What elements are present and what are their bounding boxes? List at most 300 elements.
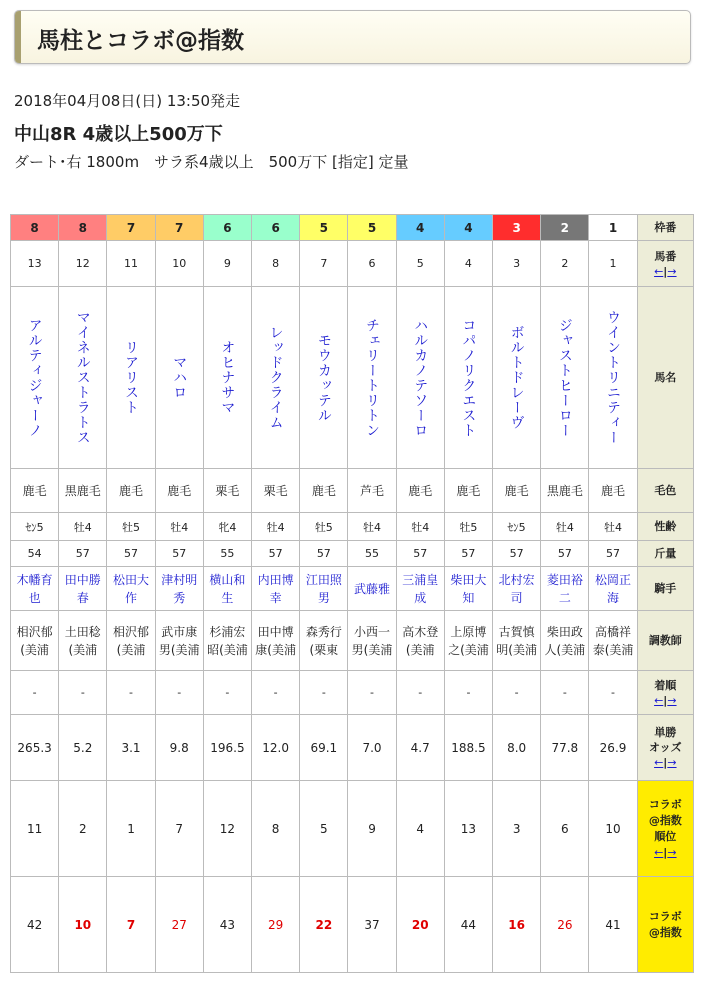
trainer-cell bbox=[11, 611, 59, 671]
label-text: 着順 bbox=[654, 678, 677, 692]
coat-cell bbox=[541, 469, 589, 513]
num-cell bbox=[155, 241, 203, 287]
odds-value: 8.0 bbox=[507, 740, 527, 755]
collabo-index-value: 7 bbox=[126, 917, 136, 932]
num-cell bbox=[203, 241, 251, 287]
sort-right-link[interactable]: → bbox=[667, 693, 677, 707]
odds-value: 26.9 bbox=[599, 740, 627, 755]
weight-cell bbox=[107, 541, 155, 567]
waku-cell bbox=[11, 215, 59, 241]
weight-cell bbox=[541, 541, 589, 567]
odds-value: 69.1 bbox=[310, 740, 338, 755]
label-text: オッズ bbox=[648, 741, 682, 754]
row-crank bbox=[11, 781, 694, 877]
trainer-cell bbox=[348, 611, 396, 671]
trainer-cell bbox=[589, 611, 637, 671]
name-cell[interactable] bbox=[252, 287, 300, 469]
crank-cell bbox=[444, 781, 492, 877]
finish-cell bbox=[252, 671, 300, 715]
num-cell bbox=[107, 241, 155, 287]
trainer-name: 森秀行(栗東 bbox=[305, 624, 342, 657]
collabo-rank-value: 5 bbox=[320, 821, 328, 836]
cindex-cell bbox=[107, 877, 155, 973]
odds-cell bbox=[155, 715, 203, 781]
num-cell bbox=[589, 241, 637, 287]
race-date: 2018年04月08日(日) 13:50発走 bbox=[14, 92, 241, 110]
coat-color: 鹿毛 bbox=[601, 483, 626, 498]
sexage-value: ｾﾝ5 bbox=[507, 520, 526, 534]
crank-cell bbox=[589, 781, 637, 877]
jockey-link[interactable]: 田中勝春 bbox=[64, 572, 101, 605]
row-cindex bbox=[11, 877, 694, 973]
jockey-cell[interactable] bbox=[300, 567, 348, 611]
jockey-link[interactable]: 松岡正海 bbox=[595, 572, 632, 605]
sort-right-link[interactable]: → bbox=[667, 264, 677, 278]
trainer-name: 上原博之(美浦 bbox=[448, 624, 489, 657]
num-value: 1 bbox=[609, 257, 617, 270]
collabo-rank-value: 9 bbox=[368, 821, 376, 836]
collabo-rank-value: 10 bbox=[605, 821, 621, 836]
finish-cell bbox=[493, 671, 541, 715]
num-value: 10 bbox=[172, 257, 187, 270]
coat-cell bbox=[59, 469, 107, 513]
horse-name-link[interactable]: ハルカノテソーロ bbox=[412, 317, 429, 438]
coat-color: 鹿毛 bbox=[167, 483, 192, 498]
coat-cell bbox=[493, 469, 541, 513]
collabo-index-value: 43 bbox=[219, 917, 236, 932]
jockey-cell[interactable] bbox=[589, 567, 637, 611]
sexage-cell bbox=[589, 513, 637, 541]
num-value: 6 bbox=[368, 257, 376, 270]
trainer-cell bbox=[203, 611, 251, 671]
label-trainer bbox=[637, 611, 693, 671]
name-cell[interactable] bbox=[203, 287, 251, 469]
horse-table bbox=[10, 214, 694, 973]
finish-value: - bbox=[514, 686, 519, 699]
crank-cell bbox=[396, 781, 444, 877]
crank-cell bbox=[155, 781, 203, 877]
odds-value: 9.8 bbox=[169, 740, 189, 755]
sexage-cell bbox=[541, 513, 589, 541]
jockey-link[interactable]: 柴田大知 bbox=[450, 572, 487, 605]
cindex-cell bbox=[300, 877, 348, 973]
sexage-value: 牡5 bbox=[314, 520, 333, 534]
trainer-cell bbox=[444, 611, 492, 671]
odds-value: 4.7 bbox=[410, 740, 430, 755]
finish-cell bbox=[541, 671, 589, 715]
jockey-cell[interactable] bbox=[59, 567, 107, 611]
label-text: 斤量 bbox=[654, 547, 677, 560]
sort-left-link[interactable]: ← bbox=[654, 845, 664, 859]
coat-color: 黒鹿毛 bbox=[546, 483, 583, 498]
sort-separator: | bbox=[663, 845, 668, 859]
waku-number: 4 bbox=[416, 220, 425, 235]
label-text: 順位 bbox=[654, 829, 677, 843]
label-text: コラボ bbox=[648, 797, 682, 811]
finish-cell bbox=[11, 671, 59, 715]
label-text: 馬名 bbox=[654, 371, 677, 384]
sexage-value: 牡4 bbox=[411, 520, 430, 534]
odds-value: 265.3 bbox=[17, 740, 52, 755]
sort-separator: | bbox=[663, 693, 668, 707]
jockey-cell[interactable] bbox=[107, 567, 155, 611]
odds-cell bbox=[252, 715, 300, 781]
trainer-name: 杉浦宏昭(美浦 bbox=[207, 624, 248, 657]
coat-cell bbox=[348, 469, 396, 513]
waku-number: 7 bbox=[126, 220, 136, 235]
odds-cell bbox=[107, 715, 155, 781]
label-text: @指数 bbox=[648, 813, 682, 827]
num-value: 9 bbox=[223, 257, 231, 270]
coat-color: 鹿毛 bbox=[22, 483, 47, 498]
label-text: コラボ bbox=[648, 909, 682, 923]
finish-cell bbox=[155, 671, 203, 715]
label-finish bbox=[637, 671, 693, 715]
odds-value: 5.2 bbox=[73, 740, 93, 755]
num-value: 4 bbox=[464, 257, 472, 270]
horse-name-link[interactable]: オヒナサマ bbox=[219, 340, 236, 415]
trainer-name: 柴田政人(美浦 bbox=[544, 624, 586, 657]
sort-left-link[interactable]: ← bbox=[654, 264, 664, 278]
jockey-cell[interactable] bbox=[11, 567, 59, 611]
num-cell bbox=[59, 241, 107, 287]
num-value: 13 bbox=[27, 257, 42, 270]
weight-value: 57 bbox=[413, 547, 428, 560]
waku-number: 6 bbox=[271, 220, 280, 235]
label-cindex bbox=[637, 877, 693, 973]
collabo-index-value: 20 bbox=[411, 917, 429, 932]
trainer-name: 土田稔(美浦 bbox=[64, 624, 101, 657]
odds-value: 12.0 bbox=[262, 740, 289, 755]
waku-cell bbox=[541, 215, 589, 241]
coat-cell bbox=[107, 469, 155, 513]
row-jockey bbox=[11, 567, 694, 611]
jockey-cell[interactable] bbox=[493, 567, 541, 611]
waku-number: 3 bbox=[512, 220, 521, 235]
jockey-link[interactable]: 松田大作 bbox=[113, 572, 150, 605]
waku-number: 2 bbox=[560, 220, 570, 235]
waku-cell bbox=[252, 215, 300, 241]
sort-left-link[interactable]: ← bbox=[654, 756, 664, 769]
num-value: 7 bbox=[320, 257, 328, 270]
row-name bbox=[11, 287, 694, 469]
coat-color: 鹿毛 bbox=[504, 483, 529, 498]
race-name: 中山8R 4歳以上500万下 bbox=[14, 124, 223, 145]
row-trainer bbox=[11, 611, 694, 671]
coat-cell bbox=[589, 469, 637, 513]
name-cell[interactable] bbox=[589, 287, 637, 469]
row-num bbox=[11, 241, 694, 287]
jockey-cell[interactable] bbox=[541, 567, 589, 611]
trainer-cell bbox=[252, 611, 300, 671]
coat-cell bbox=[155, 469, 203, 513]
label-text: 枠番 bbox=[654, 221, 677, 234]
coat-color: 栗毛 bbox=[263, 483, 288, 498]
num-cell bbox=[493, 241, 541, 287]
sort-right-link[interactable]: → bbox=[667, 845, 677, 859]
jockey-cell[interactable] bbox=[348, 567, 396, 611]
weight-cell bbox=[155, 541, 203, 567]
jockey-link[interactable]: 内田博幸 bbox=[257, 572, 294, 605]
collabo-index-value: 42 bbox=[26, 917, 43, 932]
waku-cell bbox=[300, 215, 348, 241]
name-cell[interactable] bbox=[107, 287, 155, 469]
weight-value: 55 bbox=[365, 547, 380, 560]
name-cell[interactable] bbox=[300, 287, 348, 469]
sort-separator: | bbox=[663, 756, 668, 769]
num-cell bbox=[541, 241, 589, 287]
weight-value: 57 bbox=[461, 547, 476, 560]
weight-cell bbox=[59, 541, 107, 567]
row-coat bbox=[11, 469, 694, 513]
label-jockey bbox=[637, 567, 693, 611]
jockey-cell[interactable] bbox=[203, 567, 251, 611]
label-waku bbox=[637, 215, 693, 241]
sort-left-link[interactable]: ← bbox=[654, 693, 664, 707]
waku-number: 1 bbox=[608, 220, 618, 235]
collabo-rank-value: 6 bbox=[561, 821, 569, 836]
sort-separator: | bbox=[663, 264, 668, 278]
collabo-rank-value: 13 bbox=[460, 821, 477, 836]
collabo-rank-value: 1 bbox=[127, 821, 135, 836]
odds-cell bbox=[348, 715, 396, 781]
finish-value: - bbox=[562, 686, 567, 699]
num-value: 5 bbox=[416, 257, 424, 270]
sort-nav bbox=[638, 264, 693, 279]
weight-value: 57 bbox=[606, 547, 621, 560]
name-cell[interactable] bbox=[493, 287, 541, 469]
trainer-name: 相沢郁(美浦 bbox=[113, 624, 150, 657]
waku-cell bbox=[396, 215, 444, 241]
waku-number: 8 bbox=[78, 220, 87, 235]
sexage-value: 牡4 bbox=[266, 520, 285, 534]
num-cell bbox=[348, 241, 396, 287]
crank-cell bbox=[300, 781, 348, 877]
odds-cell bbox=[203, 715, 251, 781]
collabo-rank-value: 8 bbox=[271, 821, 280, 836]
cindex-cell bbox=[11, 877, 59, 973]
odds-cell bbox=[493, 715, 541, 781]
horse-name-link[interactable]: モウカッテル bbox=[315, 332, 332, 423]
trainer-cell bbox=[59, 611, 107, 671]
num-cell bbox=[300, 241, 348, 287]
jockey-link[interactable]: 江田照男 bbox=[305, 572, 342, 605]
jockey-link[interactable]: 木幡育也 bbox=[16, 572, 53, 605]
odds-cell bbox=[444, 715, 492, 781]
label-name bbox=[637, 287, 693, 469]
crank-cell bbox=[11, 781, 59, 877]
weight-value: 57 bbox=[75, 547, 90, 560]
weight-value: 57 bbox=[509, 547, 524, 560]
waku-cell bbox=[155, 215, 203, 241]
collabo-index-value: 27 bbox=[171, 917, 187, 932]
horse-name-link[interactable]: チェリートリトン bbox=[364, 317, 381, 438]
crank-cell bbox=[348, 781, 396, 877]
num-value: 12 bbox=[75, 257, 90, 270]
cindex-cell bbox=[155, 877, 203, 973]
trainer-cell bbox=[155, 611, 203, 671]
finish-value: - bbox=[80, 686, 85, 699]
jockey-cell[interactable] bbox=[444, 567, 492, 611]
sexage-value: ｾﾝ5 bbox=[25, 520, 44, 534]
collabo-index-value: 10 bbox=[74, 917, 92, 932]
sexage-cell bbox=[59, 513, 107, 541]
sort-nav bbox=[638, 693, 693, 708]
jockey-link[interactable]: 津村明秀 bbox=[161, 572, 198, 605]
horse-name-link[interactable]: ジャストヒーロー bbox=[556, 317, 573, 438]
crank-cell bbox=[252, 781, 300, 877]
trainer-cell bbox=[107, 611, 155, 671]
coat-cell bbox=[11, 469, 59, 513]
jockey-link[interactable]: 横山和生 bbox=[209, 572, 246, 605]
odds-cell bbox=[11, 715, 59, 781]
collabo-index-value: 16 bbox=[508, 917, 525, 932]
cindex-cell bbox=[203, 877, 251, 973]
collabo-index-value: 29 bbox=[267, 917, 284, 932]
finish-cell bbox=[348, 671, 396, 715]
coat-color: 鹿毛 bbox=[408, 483, 433, 498]
trainer-cell bbox=[300, 611, 348, 671]
weight-cell bbox=[11, 541, 59, 567]
collabo-rank-value: 4 bbox=[416, 821, 425, 836]
label-odds bbox=[637, 715, 693, 781]
finish-cell bbox=[396, 671, 444, 715]
label-text: @指数 bbox=[648, 925, 682, 939]
jockey-link[interactable]: 北村宏司 bbox=[498, 572, 535, 605]
odds-cell bbox=[300, 715, 348, 781]
cindex-cell bbox=[444, 877, 492, 973]
coat-color: 鹿毛 bbox=[311, 483, 336, 498]
name-cell[interactable] bbox=[348, 287, 396, 469]
sexage-cell bbox=[396, 513, 444, 541]
jockey-link[interactable]: 菱田裕二 bbox=[546, 572, 583, 605]
sexage-cell bbox=[155, 513, 203, 541]
horse-name-link[interactable]: アルティジャーノ bbox=[26, 317, 43, 438]
crank-cell bbox=[59, 781, 107, 877]
cindex-cell bbox=[252, 877, 300, 973]
finish-value: - bbox=[418, 686, 423, 699]
finish-value: - bbox=[370, 686, 375, 699]
cindex-cell bbox=[493, 877, 541, 973]
waku-number: 6 bbox=[223, 220, 232, 235]
waku-cell bbox=[203, 215, 251, 241]
weight-value: 57 bbox=[316, 547, 331, 560]
horse-name-link[interactable]: ウイントリニティー bbox=[605, 310, 622, 445]
cindex-cell bbox=[396, 877, 444, 973]
horse-name-link[interactable]: マハロ bbox=[171, 355, 188, 400]
trainer-name: 小西一男(美浦 bbox=[351, 624, 393, 657]
num-cell bbox=[11, 241, 59, 287]
sort-right-link[interactable]: → bbox=[667, 756, 677, 769]
collabo-index-value: 44 bbox=[460, 917, 477, 932]
weight-cell bbox=[300, 541, 348, 567]
sexage-cell bbox=[107, 513, 155, 541]
sexage-cell bbox=[348, 513, 396, 541]
collabo-rank-value: 7 bbox=[175, 821, 184, 836]
finish-cell bbox=[107, 671, 155, 715]
name-cell[interactable] bbox=[541, 287, 589, 469]
row-odds bbox=[11, 715, 694, 781]
coat-color: 栗毛 bbox=[215, 483, 240, 498]
name-cell[interactable] bbox=[59, 287, 107, 469]
trainer-name: 古賀慎明(美浦 bbox=[496, 624, 537, 657]
coat-color: 鹿毛 bbox=[119, 483, 144, 498]
sexage-cell bbox=[11, 513, 59, 541]
num-value: 2 bbox=[561, 257, 569, 270]
sexage-value: 牡4 bbox=[363, 520, 382, 534]
label-text: 毛色 bbox=[654, 484, 677, 497]
label-text: 馬番 bbox=[654, 249, 677, 263]
jockey-cell[interactable] bbox=[396, 567, 444, 611]
coat-cell bbox=[203, 469, 251, 513]
cindex-cell bbox=[59, 877, 107, 973]
sexage-value: 牡4 bbox=[73, 520, 92, 534]
sexage-value: 牡4 bbox=[555, 520, 574, 534]
jockey-cell[interactable] bbox=[155, 567, 203, 611]
crank-cell bbox=[107, 781, 155, 877]
cindex-cell bbox=[589, 877, 637, 973]
jockey-link[interactable]: 三浦皇成 bbox=[402, 572, 439, 605]
horse-name-link[interactable]: コパノリクエスト bbox=[460, 317, 477, 438]
waku-cell bbox=[589, 215, 637, 241]
label-sexage bbox=[637, 513, 693, 541]
name-cell[interactable] bbox=[444, 287, 492, 469]
weight-cell bbox=[493, 541, 541, 567]
waku-number: 4 bbox=[464, 220, 473, 235]
trainer-name: 武市康男(美浦 bbox=[158, 624, 200, 657]
name-cell[interactable] bbox=[155, 287, 203, 469]
weight-cell bbox=[348, 541, 396, 567]
coat-color: 黒鹿毛 bbox=[64, 483, 101, 498]
num-value: 11 bbox=[124, 257, 138, 270]
waku-cell bbox=[348, 215, 396, 241]
weight-cell bbox=[589, 541, 637, 567]
sort-nav bbox=[638, 845, 693, 861]
name-cell[interactable] bbox=[396, 287, 444, 469]
name-cell[interactable] bbox=[11, 287, 59, 469]
jockey-cell[interactable] bbox=[252, 567, 300, 611]
sexage-value: 牝4 bbox=[218, 520, 237, 534]
finish-value: - bbox=[321, 686, 326, 699]
horse-name-link[interactable]: リアリスト bbox=[123, 340, 139, 415]
collabo-rank-value: 2 bbox=[78, 821, 87, 836]
row-weight bbox=[11, 541, 694, 567]
page-header bbox=[14, 10, 691, 64]
weight-cell bbox=[252, 541, 300, 567]
finish-value: - bbox=[611, 686, 616, 699]
row-sexage bbox=[11, 513, 694, 541]
jockey-link[interactable]: 武藤雅 bbox=[354, 581, 391, 596]
label-weight bbox=[637, 541, 693, 567]
label-text: 調教師 bbox=[648, 634, 682, 647]
horse-name-link[interactable]: マイネルストラトス bbox=[74, 310, 91, 445]
odds-cell bbox=[589, 715, 637, 781]
odds-cell bbox=[541, 715, 589, 781]
sexage-value: 牡5 bbox=[459, 520, 478, 534]
horse-name-link[interactable]: ボルトドレーヴ bbox=[508, 325, 525, 430]
sexage-cell bbox=[444, 513, 492, 541]
crank-cell bbox=[541, 781, 589, 877]
horse-name-link[interactable]: レッドクライム bbox=[267, 325, 284, 430]
odds-cell bbox=[59, 715, 107, 781]
finish-value: - bbox=[225, 686, 230, 699]
odds-value: 188.5 bbox=[451, 740, 486, 755]
waku-number: 7 bbox=[175, 220, 184, 235]
weight-value: 55 bbox=[220, 547, 235, 560]
weight-value: 54 bbox=[27, 547, 42, 560]
label-num bbox=[637, 241, 693, 287]
collabo-index-value: 41 bbox=[605, 917, 621, 932]
